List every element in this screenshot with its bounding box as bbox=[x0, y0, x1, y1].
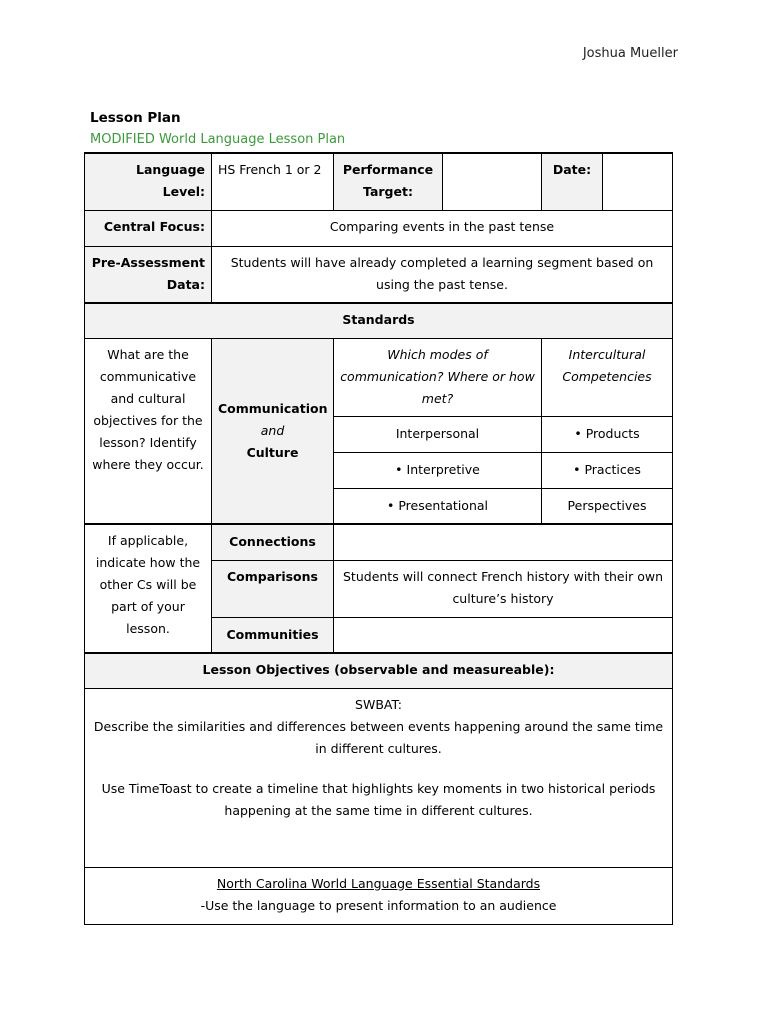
communication-culture-cell bbox=[212, 338, 334, 524]
performance-target-value[interactable] bbox=[443, 153, 542, 210]
connections-row bbox=[85, 524, 673, 560]
central-focus-value: Comparing events in the past tense bbox=[212, 210, 673, 246]
document-subtitle: MODIFIED World Language Lesson Plan bbox=[90, 132, 346, 147]
date-value[interactable] bbox=[603, 153, 673, 210]
essential-standards-cell bbox=[85, 867, 673, 924]
culture-label: Culture bbox=[246, 444, 299, 460]
pre-assessment-row bbox=[85, 246, 673, 303]
other-cs-question: If applicable, indicate how the other Cs will be part of your lesson. bbox=[85, 524, 212, 653]
central-focus-label: Central Focus: bbox=[85, 210, 212, 246]
communities-label: Communities bbox=[212, 617, 334, 653]
essential-standards-line: -Use the language to present information to an audience bbox=[200, 897, 557, 913]
objectives-body bbox=[85, 688, 673, 867]
pre-assessment-value: Students will have already completed a learning segment based on using the past tense. bbox=[212, 246, 673, 303]
mode-interpretive: • Interpretive bbox=[334, 452, 542, 488]
objectives-row bbox=[85, 688, 673, 867]
competency-practices: • Practices bbox=[542, 452, 673, 488]
language-level-value: HS French 1 or 2 bbox=[212, 153, 334, 210]
comparisons-value: Students will connect French history with their own culture’s history bbox=[334, 560, 673, 617]
intercultural-heading: Intercultural Competencies bbox=[542, 338, 673, 416]
standards-heading: Standards bbox=[85, 303, 673, 338]
competency-perspectives: Perspectives bbox=[542, 488, 673, 524]
objective-line-1: Describe the similarities and differences between events happening around the same time in different cultures. bbox=[93, 718, 664, 756]
author-name: Joshua Mueller bbox=[582, 46, 678, 61]
language-level-label: Language Level: bbox=[85, 153, 212, 210]
communication-label: Communication bbox=[218, 400, 328, 416]
mode-interpersonal: Interpersonal bbox=[334, 416, 542, 452]
competency-products: • Products bbox=[542, 416, 673, 452]
mode-presentational: • Presentational bbox=[334, 488, 542, 524]
essential-standards-row bbox=[85, 867, 673, 924]
connections-value[interactable] bbox=[334, 524, 673, 560]
essential-standards-title[interactable]: North Carolina World Language Essential Standards bbox=[216, 875, 541, 891]
comparisons-label: Comparisons bbox=[212, 560, 334, 617]
header-row bbox=[85, 153, 673, 210]
date-label: Date: bbox=[542, 153, 603, 210]
swbat-label: SWBAT: bbox=[355, 696, 402, 712]
standards-heading-row bbox=[85, 303, 673, 338]
objectives-heading: Lesson Objectives (observable and measureable): bbox=[85, 653, 673, 688]
pre-assessment-label: Pre-Assessment Data: bbox=[85, 246, 212, 303]
communities-value[interactable] bbox=[334, 617, 673, 653]
connections-label: Connections bbox=[212, 524, 334, 560]
modes-question: Which modes of communication? Where or how met? bbox=[334, 338, 542, 416]
central-focus-row bbox=[85, 210, 673, 246]
objective-line-2: Use TimeToast to create a timeline that highlights key moments in two historical periods happening at the same time in different cultures. bbox=[101, 780, 656, 818]
and-label: and bbox=[260, 422, 285, 438]
standards-question: What are the communicative and cultural objectives for the lesson? Identify where they occur. bbox=[85, 338, 212, 524]
performance-target-label: Performance Target: bbox=[334, 153, 443, 210]
document-title: Lesson Plan bbox=[90, 110, 181, 126]
lesson-plan-table bbox=[84, 152, 673, 925]
standards-modes-row bbox=[85, 338, 673, 416]
objectives-heading-row bbox=[85, 653, 673, 688]
